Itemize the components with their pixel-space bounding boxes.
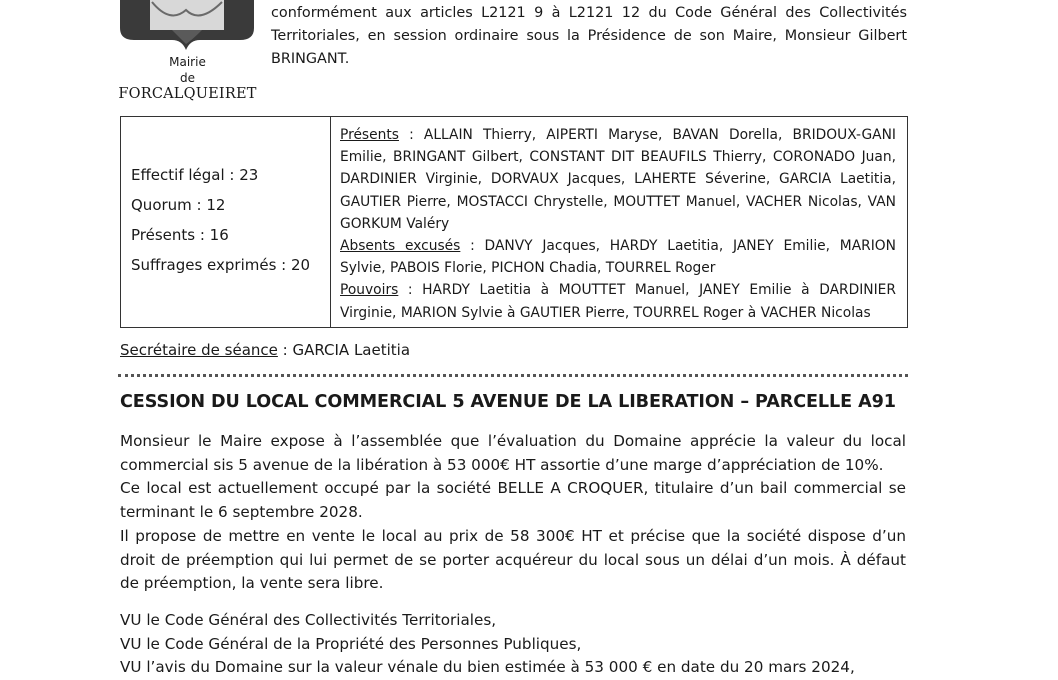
town-name [110, 54, 265, 102]
stat-presents: Présents : 16 [131, 226, 229, 244]
vu-item: VU l’avis du Domaine sur la valeur vénale du bien estimée à 53 000 € en date du 20 mars 2024, [120, 658, 855, 676]
stat-quorum: Quorum : 12 [131, 196, 226, 214]
dotted-separator [118, 374, 908, 377]
attendance-cell [340, 124, 896, 324]
section-title: CESSION DU LOCAL COMMERCIAL 5 AVENUE DE LA LIBERATION – PARCELLE A91 [120, 392, 896, 412]
paragraph-occupant: Ce local est actuellement occupé par la société BELLE A CROQUER, titulaire d’un bail commercial se terminant le 6 septembre 2028. [120, 479, 906, 522]
absents-names: : DANVY Jacques, HARDY Laetitia, JANEY Emilie, MARION Sylvie, PABOIS Florie, PICHON Chadia, TOURREL Roger [340, 238, 896, 277]
intro-paragraph: conformément aux articles L2121 9 à L2121 12 du Code Général des Collectivités Territoriales, en session ordinaire sous la Présidence de son Maire, Monsieur Gilbert BRINGANT. [271, 5, 907, 67]
absents-label: Absents excusés [340, 238, 461, 255]
logo-line2: de [180, 71, 195, 85]
presents-list [340, 124, 896, 235]
secretary-label: Secrétaire de séance [120, 341, 278, 359]
section-body [120, 430, 906, 596]
logo-line1: Mairie [169, 55, 206, 69]
paragraph-proposal: Il propose de mettre en vente le local au prix de 58 300€ HT et précise que la société dispose d’un droit de préemption qui lui permet de se porter acquéreur du local sous un délai d’un mois. À défaut de préemption, la vente sera libre. [120, 526, 906, 593]
vu-item: VU le Code Général de la Propriété des Personnes Publiques, [120, 634, 582, 653]
town-crest-logo [120, 0, 254, 50]
paragraph-evaluation: Monsieur le Maire expose à l’assemblée que l’évaluation du Domaine apprécie la valeur du local commercial sis 5 avenue de la libération à 53 000€ HT assortie d’une marge d’appréciation de 10%. [120, 432, 906, 474]
absents-list [340, 235, 896, 279]
presents-names: : ALLAIN Thierry, AIPERTI Maryse, BAVAN Dorella, BRIDOUX-GANI Emilie, BRINGANT Gilbert, CONSTANT DIT BEAUFILS Thierry, CORONADO Juan, DARDINIER Virginie, DORVAUX Jacques, LAHERTE Séverine, GARCIA Laetitia, GAUTIER Pierre, MOSTACCI Chrystelle, MOUTTET Manuel, VACHER Nicolas, VAN GORKUM Valéry [340, 127, 896, 232]
table-divider [330, 116, 331, 327]
vu-item: VU le Code Général des Collectivités Territoriales, [120, 611, 497, 629]
presents-label: Présents [340, 127, 399, 143]
secretary-name: : GARCIA Laetitia [277, 341, 411, 359]
pouvoirs-label: Pouvoirs [340, 282, 399, 299]
secretary-line [120, 341, 410, 359]
stat-suffrages: Suffrages exprimés : 20 [131, 256, 311, 274]
stat-effectif-legal: Effectif légal : 23 [131, 166, 259, 184]
logo-city: FORCALQUEIRET [118, 86, 257, 102]
pouvoirs-names: : HARDY Laetitia à MOUTTET Manuel, JANEY Emilie à DARDINIER Virginie, MARION Sylvie à GAUTIER Pierre, TOURREL Roger à VACHER Nicolas [340, 282, 896, 321]
pouvoirs-list [340, 279, 896, 323]
vu-list [120, 609, 906, 680]
